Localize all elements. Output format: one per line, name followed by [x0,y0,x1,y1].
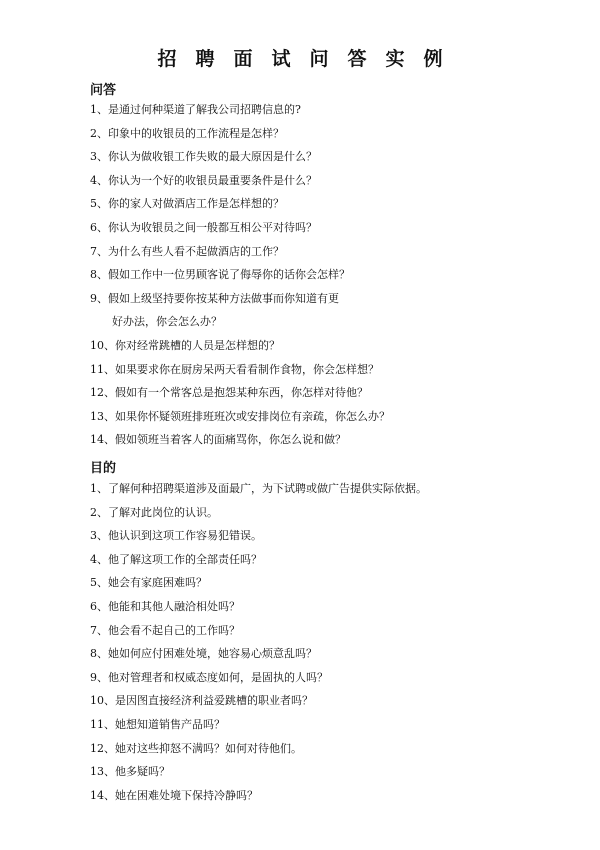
purpose-item: 10、是因图直接经济利益爱跳槽的职业者吗？ [90,694,313,708]
question-item: 11、如果要求你在厨房呆两天看看制作食物，你会怎样想？ [90,362,379,376]
purpose-item: 14、她在困难处境下保持冷静吗？ [90,788,258,802]
purposes-heading: 目的 [90,461,117,476]
question-item: 9、假如上级坚持要你按某种方法做事而你知道有更 [90,291,339,305]
question-item: 5、你的家人对做酒店工作是怎样想的？ [90,197,284,211]
purpose-item: 1、了解何种招聘渠道涉及面最广，为下试聘或做广告提供实际依据。 [90,482,427,495]
question-item: 12、假如有一个常客总是抱怨某种东西，你怎样对待他？ [90,386,368,400]
purpose-item: 3、他认识到这项工作容易犯错误。 [90,529,262,543]
question-item: 4、你认为一个好的收银员最重要条件是什么？ [90,173,317,187]
purpose-item: 12、她对这些抑怒不满吗？如何对待他们。 [90,741,302,755]
question-item-continuation: 好办法，你会怎么办？ [112,315,222,329]
purpose-item: 6、他能和其他人融洽相处吗？ [90,599,240,613]
question-item: 6、你认为收银员之间一般都互相公平对待吗？ [90,220,317,234]
page-title: 招聘面试问答实例 [157,48,462,70]
question-item: 7、为什么有些人看不起做酒店的工作？ [90,244,284,258]
question-item: 8、假如工作中一位男顾客说了侮辱你的话你会怎样？ [90,268,350,282]
question-item: 14、假如领班当着客人的面痛骂你，你怎么说和做？ [90,433,346,447]
purpose-item: 7、他会看不起自己的工作吗？ [90,623,240,637]
purposes-list [90,477,560,807]
purpose-item: 13、他多疑吗？ [90,765,170,779]
purpose-item: 11、她想知道销售产品吗？ [90,717,225,731]
purpose-item: 5、她会有家庭困难吗？ [90,576,207,590]
purpose-item: 8、她如何应付困难处境，她容易心烦意乱吗？ [90,647,317,661]
questions-heading: 问答 [90,83,117,98]
question-item: 3、你认为做收银工作失败的最大原因是什么？ [90,150,317,164]
purpose-item: 2、了解对此岗位的认识。 [90,505,218,519]
purpose-item: 4、他了解这项工作的全部责任吗？ [90,552,262,566]
questions-list [90,98,560,452]
question-item: 10、你对经常跳槽的人员是怎样想的？ [90,338,280,352]
question-item: 1、是通过何种渠道了解我公司招聘信息的? [90,103,301,116]
question-item: 13、如果你怀疑领班排班班次或安排岗位有亲疏，你怎么办？ [90,409,390,423]
purpose-item: 9、他对管理者和权威态度如何，是固执的人吗？ [90,670,328,684]
question-item: 2、印象中的收银员的工作流程是怎样？ [90,126,284,140]
